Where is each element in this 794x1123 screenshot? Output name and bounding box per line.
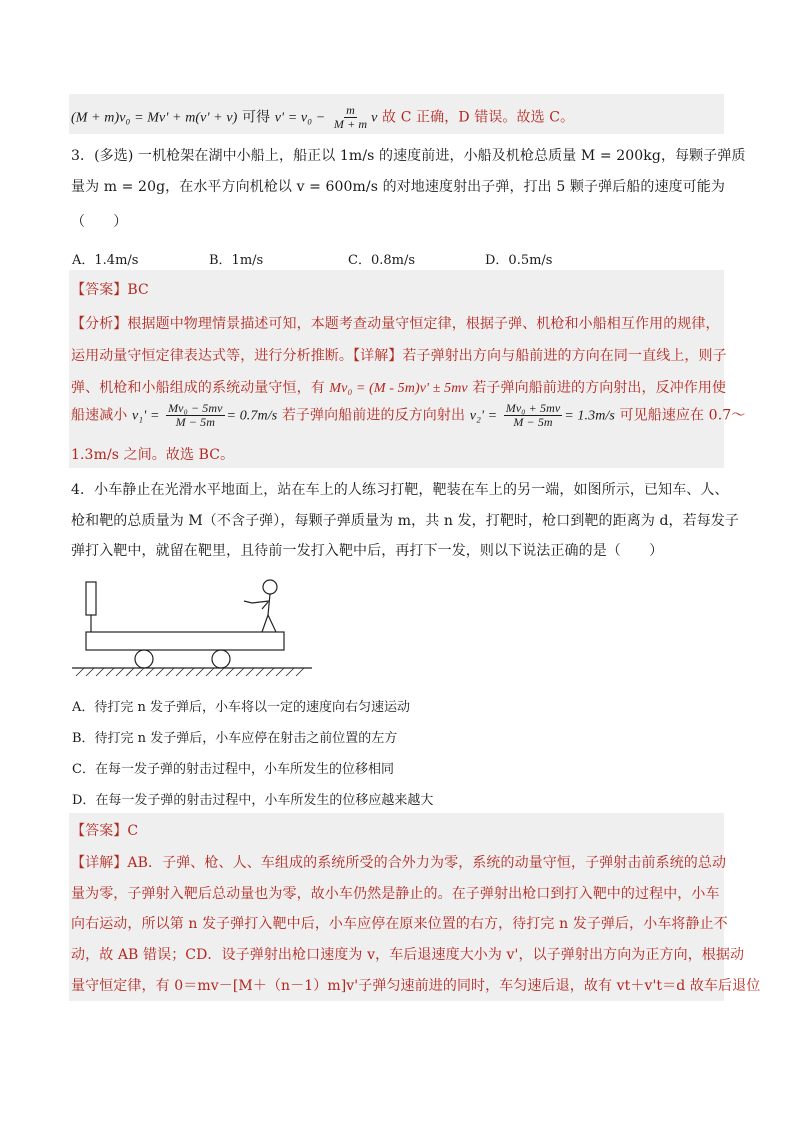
q4-detail-line-3: 向右运动，所以第 n 发子弹打入靶中后，小车应停在原来位置的右方，待打完 n 发子弹后，小车将静止不 bbox=[71, 916, 728, 932]
q3-answer-block bbox=[69, 270, 727, 468]
wheel-icon bbox=[212, 650, 230, 668]
cart-figure bbox=[72, 577, 312, 677]
text-fragment: 可见船速应在 0.7～ bbox=[619, 407, 746, 424]
q2-solution-line bbox=[71, 104, 574, 131]
v1-lhs: v₁' = bbox=[131, 408, 160, 424]
fraction-numerator: m bbox=[346, 103, 355, 117]
q4-detail-line-5: 量守恒定律，有 0＝mv－[M＋（n－1）m]v'子弹匀速前进的同时，车匀速后退，故有 vt＋v't＝d 故车后退位 bbox=[71, 978, 761, 994]
v2-result: = 1.3m/s bbox=[564, 408, 615, 424]
v1-fraction bbox=[166, 402, 224, 429]
q3-option-a: A．1.4m/s bbox=[72, 253, 139, 268]
q3-analysis-line-2: 运用动量守恒定律表达式等，进行分析推断。【详解】若子弹射出方向与船前进的方向在同一直线上，则子 bbox=[71, 348, 727, 364]
q4-line-2: 枪和靶的总质量为 M（不含子弹），每颗子弹质量为 m，共 n 发，打靶时，枪口到靶的距离为 d，若每发子 bbox=[71, 513, 740, 529]
q3-line-3: （ ） bbox=[71, 214, 128, 230]
text-fragment: 若子弹向船前进的方向射出，反冲作用使 bbox=[472, 380, 727, 396]
q3-line-1: 3．(多选) 一机枪架在湖中小船上，船正以 1m/s 的速度前进，小船及机枪总质量 M = 200kg，每颗子弹质 bbox=[71, 148, 746, 164]
q3-analysis-line-4 bbox=[71, 402, 745, 429]
v2-lhs: v₂' = bbox=[469, 408, 498, 424]
q3-answer: 【答案】BC bbox=[71, 282, 149, 298]
q4-option-a: A．待打完 n 发子弹后，小车将以一定的速度向右匀速运动 bbox=[72, 700, 411, 715]
v1-denominator: M − 5m bbox=[175, 415, 215, 429]
q4-line-3: 弹打入靶中，就留在靶里，且待前一发打入靶中后，再打下一发，则以下说法正确的是（ ） bbox=[71, 543, 664, 559]
momentum-equation: (M + m)v₀ = Mv' + m(v' + v) bbox=[71, 110, 238, 126]
q4-option-c: C．在每一发子弹的射击过程中，小车所发生的位移相同 bbox=[72, 762, 394, 777]
q4-option-d: D．在每一发子弹的射击过程中，小车所发生的位移应越来越大 bbox=[72, 793, 434, 808]
q3-option-b: B．1m/s bbox=[209, 253, 264, 268]
text-fragment: 弹、机枪和小船组成的系统动量守恒，有 bbox=[71, 380, 325, 396]
v2-denominator: M − 5m bbox=[513, 415, 553, 429]
target-icon bbox=[86, 582, 96, 615]
text-fragment: 可得 bbox=[241, 109, 271, 126]
q4-answer: 【答案】C bbox=[71, 823, 139, 839]
ground-hatching bbox=[76, 668, 304, 676]
q3-line-2: 量为 m = 20g，在水平方向机枪以 v = 600m/s 的对地速度射出子弹，打出 5 颗子弹后船的速度可能为 bbox=[71, 179, 725, 195]
q4-detail-line-2: 量为零，子弹射入靶后总动量也为零，故小车仍然是静止的。在子弹射出枪口到打入靶中的过程中，小车 bbox=[71, 886, 720, 902]
q3-option-c: C．0.8m/s bbox=[348, 253, 415, 268]
fraction bbox=[332, 104, 369, 131]
fraction-variable: v bbox=[371, 110, 378, 126]
wheel-icon bbox=[135, 650, 153, 668]
v1-numerator: Mv₀ − 5mv bbox=[168, 401, 223, 415]
q3-option-d: D．0.5m/s bbox=[485, 253, 553, 268]
fraction-denominator: M + m bbox=[333, 117, 368, 131]
q2-conclusion: 故 C 正确，D 错误。故选 C。 bbox=[382, 109, 575, 126]
v2-numerator: Mv₀ + 5mv bbox=[505, 401, 561, 415]
q4-answer-block bbox=[69, 813, 727, 1001]
q4-detail-line-4: 动，故 AB 错误；CD．设子弹射出枪口速度为 v，车后退速度大小为 v'，以子弹射出方向为正方向，根据动 bbox=[71, 947, 745, 963]
q4-option-b: B．待打完 n 发子弹后，小车应停在射击之前位置的左方 bbox=[72, 731, 398, 746]
q3-analysis-line-5: 1.3m/s 之间。故选 BC。 bbox=[71, 447, 235, 463]
v2-fraction bbox=[504, 402, 562, 429]
q4-line-1: 4．小车静止在光滑水平地面上，站在车上的人练习打靶，靶装在车上的另一端，如图所示，已知车、人、 bbox=[71, 482, 729, 498]
v1-result: = 0.7m/s bbox=[226, 408, 278, 424]
q3-analysis-line-1: 【分析】根据题中物理情景描述可知，本题考查动量守恒定律，根据子弹、机枪和小船相互作用的规律， bbox=[71, 316, 720, 332]
person-icon bbox=[244, 580, 277, 632]
cart-body bbox=[86, 632, 284, 650]
q3-analysis-line-3 bbox=[71, 377, 726, 397]
momentum-equation: Mv₀ = (M - 5m)v' ± 5mv bbox=[329, 381, 468, 396]
text-fragment: 若子弹向船前进的反方向射出 bbox=[281, 407, 466, 424]
text-fragment: 船速减小 bbox=[71, 407, 128, 424]
q4-detail-line-1: 【详解】AB．子弹、枪、人、车组成的系统所受的合外力为零，系统的动量守恒，子弹射击前系统的总动 bbox=[71, 855, 727, 871]
velocity-equation: v' = v₀ − bbox=[274, 110, 326, 126]
